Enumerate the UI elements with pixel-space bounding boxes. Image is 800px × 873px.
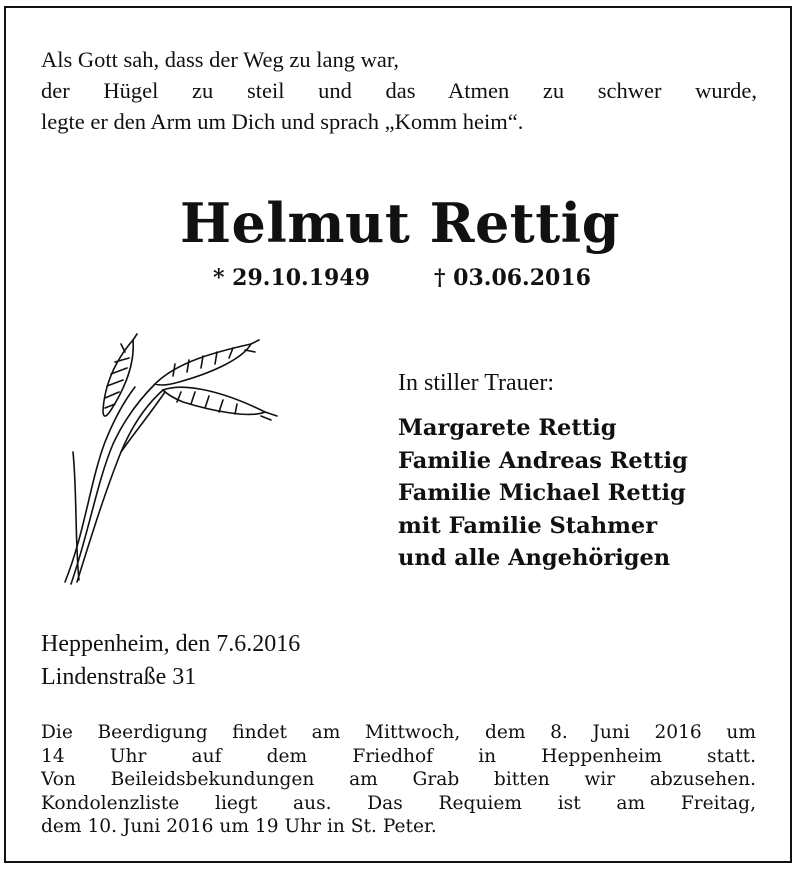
street-address: Lindenstraße 31 — [41, 664, 197, 690]
notice-line: Die Beerdigung findet am Mittwoch, dem 8. Juni 2016 um — [41, 722, 756, 743]
mourner-name: Familie Andreas Rettig — [398, 447, 688, 474]
mourning-label: In stiller Trauer: — [398, 370, 554, 396]
poem — [41, 44, 757, 137]
wheat-ears-icon — [55, 332, 285, 588]
mourner-name: Margarete Rettig — [398, 415, 617, 441]
notice-line: 14 Uhr auf dem Friedhof in Heppenheim statt. — [41, 745, 756, 767]
funeral-notice — [41, 721, 756, 839]
mourner-name: und alle Angehörigen — [398, 545, 671, 571]
poem-line-2: der Hügel zu steil und das Atmen zu schwer wurde, — [41, 78, 757, 103]
mourner-name: Familie Michael Rettig — [398, 480, 686, 506]
mourner-name: mit Familie Stahmer — [398, 512, 658, 539]
notice-line: dem 10. Juni 2016 um 19 Uhr in St. Peter. — [41, 816, 437, 837]
poem-line-1: Als Gott sah, dass der Weg zu lang war, — [41, 47, 400, 72]
city-date: Heppenheim, den 7.6.2016 — [41, 631, 301, 657]
notice-line: Kondolenzliste liegt aus. Das Requiem ist am Freitag, — [41, 792, 756, 814]
mourners-list — [398, 412, 688, 575]
death-date: † 03.06.2016 — [434, 265, 591, 291]
notice-line: Von Beileidsbekundungen am Grab bitten wir abzusehen. — [41, 769, 756, 790]
place-block — [41, 628, 300, 694]
deceased-name: Helmut Rettig — [180, 191, 620, 255]
birth-date: * 29.10.1949 — [213, 265, 370, 291]
poem-line-3: legte er den Arm um Dich und sprach „Komm heim“. — [41, 109, 524, 134]
